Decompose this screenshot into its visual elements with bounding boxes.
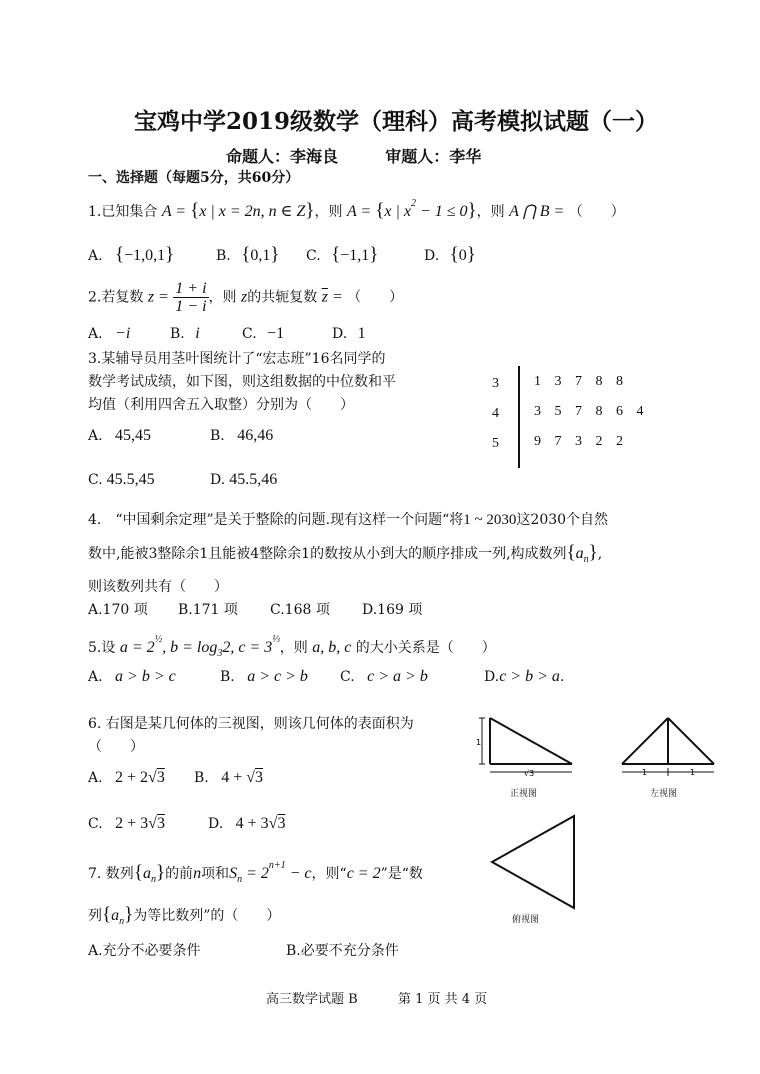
- section-heading: 一、选择题（每题5分，共60分）: [88, 170, 300, 186]
- footer-exam-name: 高三数学试题 B: [266, 992, 358, 1007]
- q2-option-c: C. −1: [242, 325, 285, 342]
- q1-option-d: D. {0}: [424, 244, 476, 265]
- q3-option-d: D. 45.5,46: [210, 471, 278, 488]
- front-dim-width: √3: [524, 769, 535, 778]
- stem-row-3-stem: 5: [492, 436, 499, 451]
- setter-name: 李海良: [290, 147, 339, 166]
- q4-line-3: 则该数列共有（ ）: [88, 579, 228, 595]
- authors-line: [226, 144, 481, 167]
- top-view-label: 俯视图: [512, 915, 540, 925]
- q2-option-a: A. −i: [88, 325, 131, 342]
- question-2: 2.若复数 z = $\frac{1 + i}{1 - i}$ ，则 z的共轭复数 $\overline{z}$ = （ ）: [88, 280, 404, 315]
- q5-option-c: C. c > a > b: [340, 668, 428, 685]
- front-dim-height: 1: [476, 738, 482, 747]
- q2-option-b: B. i: [170, 325, 200, 342]
- q1-prefix: 1.已知集合: [88, 204, 158, 220]
- stem-row-3-leaves: 9 7 3 2 2: [534, 434, 628, 449]
- q6-line-1: 6. 右图是某几何体的三视图，则该几何体的表面积为: [88, 716, 414, 732]
- q4-option-b: B.171 项: [178, 602, 238, 618]
- q4-line-2: 数中,能被3整除余1且能被4整除余1的数按从小到大的顺序排成一列,构成数列$\{a_n\}$,: [88, 542, 603, 566]
- q1-set-b: A = {x | $x^2 - 1 \le 0$}: [346, 198, 477, 221]
- side-dim-right: 1: [690, 768, 696, 777]
- q7-line-2: 列$\{a_n\}$为等比数列”的（ ）: [88, 904, 281, 928]
- q6-option-c: C. 2 + 3√3: [88, 815, 165, 832]
- stem-row-2-stem: 4: [492, 406, 499, 421]
- q1-option-b: B. {0,1}: [216, 244, 280, 265]
- q6-option-a: A. 2 + 2√3: [88, 769, 165, 786]
- q7-option-b: B.必要不充分条件: [286, 943, 399, 959]
- q5-option-a: A. a > b > c: [88, 668, 176, 685]
- q1-option-a: A. {−1,0,1}: [88, 244, 175, 265]
- question-5: 5.设 $a = 2^{\frac{1}{2}}$, $b = \log_32$, $c = 3^{\frac{1}{3}}$，则 a, b, c 的大小关系是（ ）: [88, 634, 496, 660]
- q7-line-1: 7. 数列$\{a_n\}$的前n项和$S_n = 2^{n+1} - c$，则“c = 2”是“数: [88, 860, 423, 886]
- footer-page-number: 第 1 页 共 4 页: [398, 992, 488, 1007]
- exam-title: 宝鸡中学2019级数学（理科）高考模拟试题（一）: [134, 108, 659, 135]
- q1-blank: （ ）: [568, 204, 625, 220]
- stem-divider: [518, 366, 520, 468]
- q4-line-1: 4. “中国剩余定理”是关于整除的问题.现有这样一个问题“将1 ~ 2030这2030个自然: [88, 512, 609, 528]
- q2-fraction: $\frac{1 + i}{1 - i}$: [175, 280, 207, 315]
- q3-option-b: B. 46,46: [210, 427, 274, 444]
- question-1: [88, 198, 625, 222]
- q4-option-a: A.170 项: [88, 602, 148, 618]
- front-view-label: 正视图: [510, 789, 538, 799]
- stem-leaf-plot: [486, 366, 649, 468]
- q5-option-d: D.c > b > a.: [484, 668, 565, 685]
- reviewer-label: 审题人：: [385, 147, 450, 166]
- top-view-figure: [484, 812, 580, 914]
- q3-option-a: A. 45,45: [88, 427, 152, 444]
- q3-line-3: 均值（利用四舍五入取整）分别为（ ）: [88, 397, 354, 413]
- side-view-label: 左视图: [650, 789, 678, 799]
- q6-option-b: B. 4 + √3: [194, 769, 264, 786]
- setter-label: 命题人：: [226, 147, 291, 166]
- q3-option-c: C. 45.5,45: [88, 471, 155, 488]
- q6-option-d: D. 4 + 3√3: [208, 815, 286, 832]
- q2-option-d: D. 1: [332, 325, 366, 342]
- q5-option-b: B. a > c > b: [220, 668, 308, 685]
- q6-line-2: （ ）: [88, 739, 144, 755]
- q3-line-2: 数学考试成绩，如下图，则这组数据的中位数和平: [88, 374, 396, 390]
- reviewer-name: 李华: [449, 147, 482, 166]
- stem-row-1-leaves: 1 3 7 8 8: [534, 374, 628, 389]
- q4-option-d: D.169 项: [362, 602, 423, 618]
- q1-then: ，则: [476, 204, 505, 220]
- q1-comma: ，则: [314, 204, 343, 220]
- q1-set-a: A = {x | x = 2n, n ∈ Z}: [161, 200, 315, 221]
- stem-row-1-stem: 3: [492, 376, 499, 391]
- q7-option-a: A.充分不必要条件: [88, 943, 201, 959]
- q1-intersection: A ⋂ B =: [509, 203, 565, 220]
- stem-row-2-leaves: 3 5 7 8 6 4: [534, 404, 649, 419]
- q4-option-c: C.168 项: [270, 602, 330, 618]
- q1-option-c: C. {−1,1}: [306, 244, 379, 265]
- side-dim-left: 1: [642, 768, 648, 777]
- q3-line-1: 3.某辅导员用茎叶图统计了“宏志班”16名同学的: [88, 351, 386, 367]
